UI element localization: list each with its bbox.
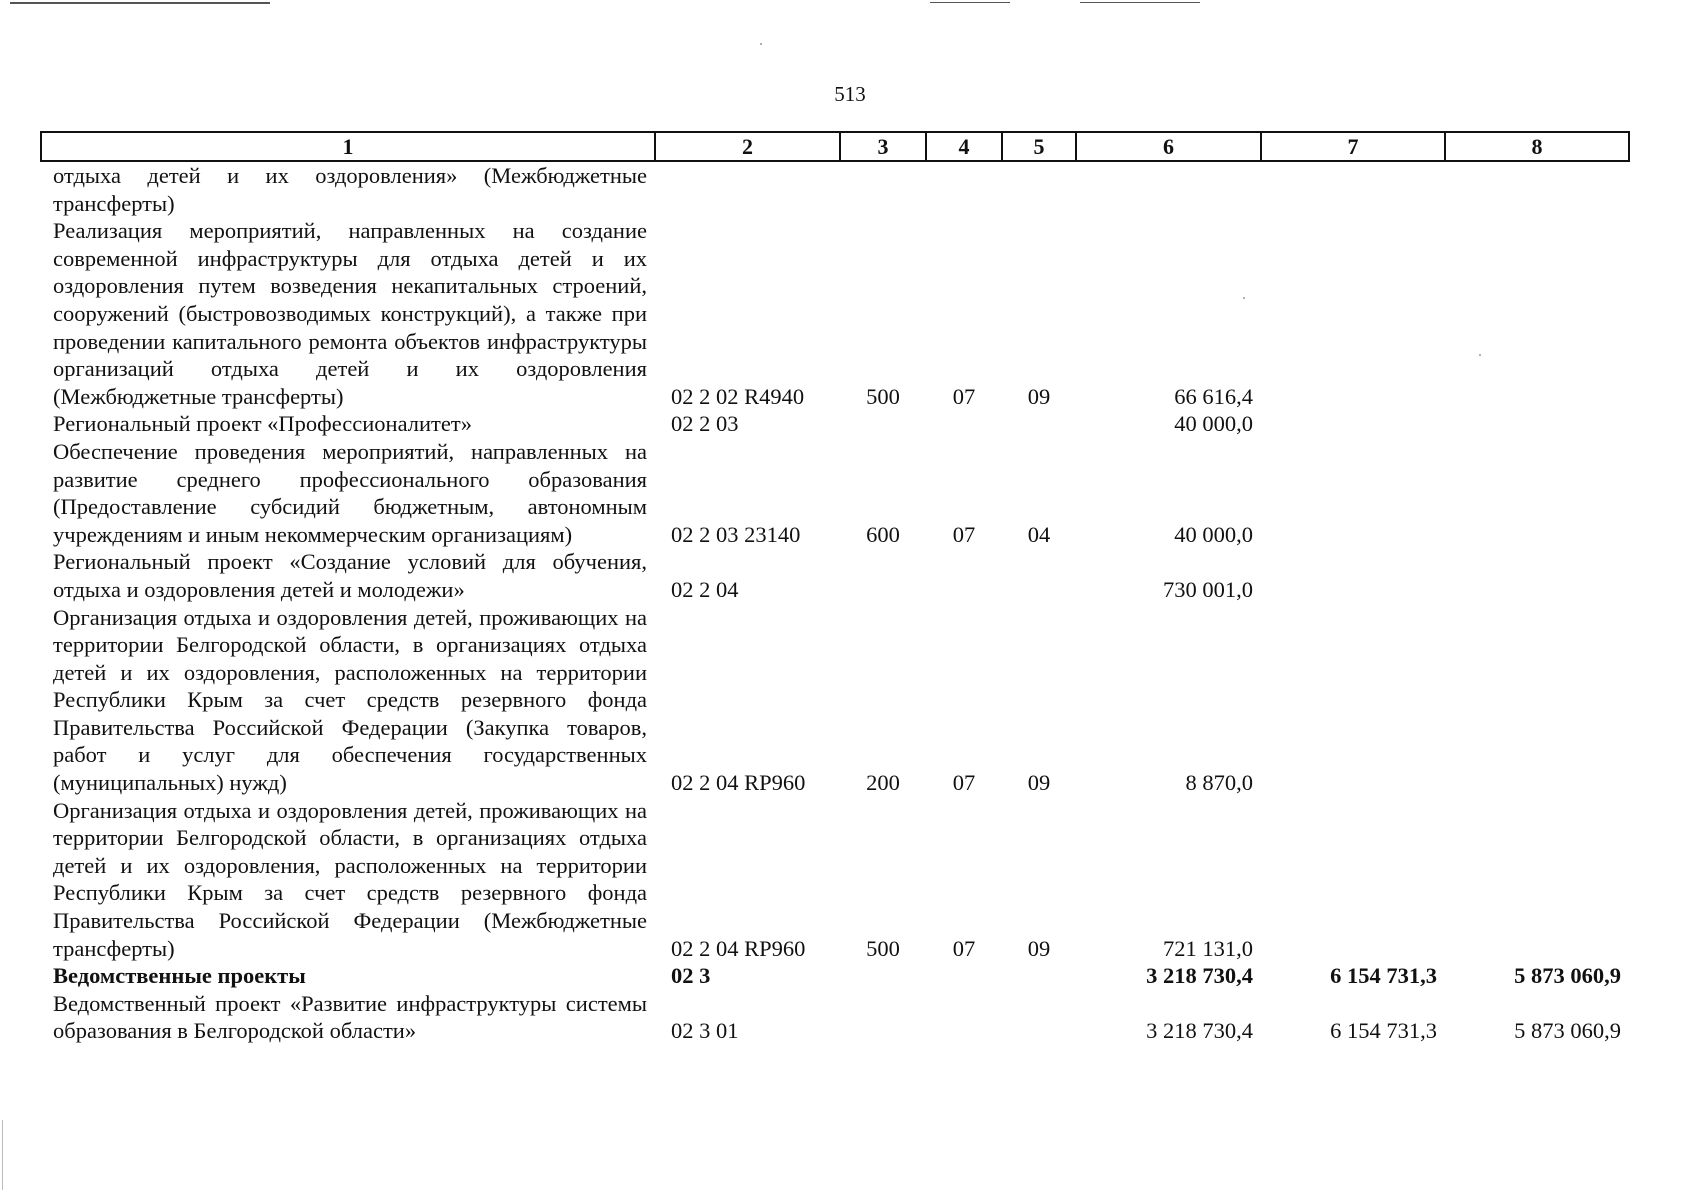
row-col8-amount	[1445, 604, 1629, 797]
row-name-cell: Организация отдыха и оздоровления детей, проживающих на территории Белгородской области, в организациях отдыха детей и их оздоровления, расположенных на территории Республики Крым за счет средств резервного фонда Правительства Российской Федерации (Закупка товаров, работ и услуг для обеспечения государственных (муниципальных) нужд)	[53, 604, 647, 796]
row-col6-amount: 40 000,0	[1174, 521, 1253, 547]
scan-edge-line	[930, 2, 1010, 3]
row-code-cell: 02 2 02 R4940	[671, 383, 805, 409]
row-name-cell: отдыха детей и их оздоровления» (Межбюджетные трансферты)	[53, 163, 647, 216]
table-row	[41, 604, 1629, 797]
row-col3-cell	[840, 410, 926, 438]
column-header: 6	[1076, 132, 1261, 161]
row-col5-cell	[1002, 962, 1076, 990]
row-code-cell: 02 2 04 RP960	[671, 770, 806, 796]
row-name-cell: Ведомственные проекты	[53, 963, 306, 989]
table-row	[41, 990, 1629, 1045]
budget-table	[40, 131, 1630, 1045]
row-col5-cell	[1002, 548, 1076, 603]
margin-mark	[2, 1120, 3, 1190]
row-col3-cell: 500	[866, 935, 900, 961]
row-col5-cell	[1002, 410, 1076, 438]
scan-speck	[1243, 297, 1245, 299]
column-header: 7	[1261, 132, 1445, 161]
row-col3-cell: 600	[866, 521, 900, 547]
row-col4-cell: 07	[952, 935, 976, 961]
table-row	[41, 548, 1629, 603]
row-code-cell: 02 2 03 23140	[671, 521, 801, 547]
column-header: 4	[926, 132, 1002, 161]
row-col8-amount	[1445, 438, 1629, 548]
row-col7-amount	[1261, 217, 1445, 410]
row-name-cell: Реализация мероприятий, направленных на создание современной инфраструктуры для отдыха детей и их оздоровления путем возведения некапитальных строений, сооружений (быстровозводимых конструкций), а также при проведении капитального ремонта объектов инфраструктуры организаций отдыха детей и их оздоровления (Межбюджетные трансферты)	[53, 218, 647, 409]
row-col8-amount	[1445, 548, 1629, 603]
table-row	[41, 161, 1629, 217]
table-row	[41, 217, 1629, 410]
row-col4-cell: 07	[952, 383, 976, 409]
row-code-cell: 02 2 04 RP960	[671, 935, 806, 961]
row-code-cell: 02 2 03	[671, 411, 739, 437]
row-col4-cell	[926, 161, 1002, 217]
row-col4-cell: 07	[952, 521, 976, 547]
row-code-cell	[655, 161, 840, 217]
column-header: 2	[655, 132, 840, 161]
row-col6-amount: 40 000,0	[1174, 411, 1253, 437]
row-col8-amount	[1445, 410, 1629, 438]
table-row	[41, 438, 1629, 548]
row-name-cell: Ведомственный проект «Развитие инфраструктуры системы образования в Белгородской области»	[53, 990, 647, 1044]
table-header-row	[41, 132, 1629, 161]
row-col5-cell	[1002, 161, 1076, 217]
scan-speck	[1479, 354, 1481, 356]
column-header: 1	[41, 132, 655, 161]
row-code-cell: 02 3	[671, 963, 711, 989]
row-col4-cell	[926, 410, 1002, 438]
row-col6-amount: 3 218 730,4	[1146, 1018, 1253, 1044]
scan-edge-line	[10, 2, 270, 4]
row-col5-cell	[1002, 990, 1076, 1045]
row-col8-amount	[1445, 217, 1629, 410]
row-col3-cell	[840, 962, 926, 990]
row-col4-cell	[926, 990, 1002, 1045]
row-col6-amount: 66 616,4	[1174, 383, 1253, 409]
row-col4-cell: 07	[952, 770, 976, 796]
row-col6-amount: 3 218 730,4	[1146, 963, 1253, 989]
row-col5-cell: 09	[1027, 383, 1051, 409]
row-col7-amount: 6 154 731,3	[1330, 1018, 1437, 1044]
column-header: 5	[1002, 132, 1076, 161]
column-header: 8	[1445, 132, 1629, 161]
row-col8-amount: 5 873 060,9	[1514, 963, 1621, 989]
column-header: 3	[840, 132, 926, 161]
row-col4-cell	[926, 962, 1002, 990]
page-number: 513	[834, 82, 866, 106]
row-code-cell: 02 2 04	[671, 576, 739, 602]
row-col6-amount: 8 870,0	[1185, 770, 1253, 796]
row-col6-amount: 721 131,0	[1163, 935, 1253, 961]
row-col7-amount	[1261, 797, 1445, 963]
row-name-cell: Обеспечение проведения мероприятий, направленных на развитие среднего профессионального образования (Предоставление субсидий бюджетным, автономным учреждениям и иным некоммерческим организациям)	[53, 438, 647, 547]
row-col7-amount	[1261, 410, 1445, 438]
row-col8-amount	[1445, 161, 1629, 217]
row-col7-amount	[1261, 161, 1445, 217]
row-col3-cell	[840, 161, 926, 217]
row-col3-cell	[840, 548, 926, 603]
table-row	[41, 797, 1629, 963]
row-code-cell: 02 3 01	[671, 1018, 739, 1044]
row-col8-amount: 5 873 060,9	[1514, 1018, 1621, 1044]
row-col5-cell: 04	[1027, 521, 1051, 547]
row-col5-cell: 09	[1027, 935, 1051, 961]
row-col6-amount	[1076, 161, 1261, 217]
row-col7-amount	[1261, 438, 1445, 548]
table-row	[41, 962, 1629, 990]
row-col5-cell: 09	[1027, 770, 1051, 796]
row-col4-cell	[926, 548, 1002, 603]
row-name-cell: Региональный проект «Профессионалитет»	[53, 411, 472, 437]
row-name-cell: Региональный проект «Создание условий для обучения, отдыха и оздоровления детей и молодежи»	[53, 549, 647, 602]
row-col3-cell	[840, 990, 926, 1045]
row-col7-amount: 6 154 731,3	[1330, 963, 1437, 989]
row-name-cell: Организация отдыха и оздоровления детей, проживающих на территории Белгородской области, в организациях отдыха детей и их оздоровления, расположенных на территории Республики Крым за счет средств резервного фонда Правительства Российской Федерации (Межбюджетные трансферты)	[53, 797, 647, 961]
row-col7-amount	[1261, 604, 1445, 797]
row-col6-amount: 730 001,0	[1163, 576, 1253, 602]
row-col8-amount	[1445, 797, 1629, 963]
row-col3-cell: 500	[866, 383, 900, 409]
scan-edge-line	[1080, 2, 1200, 3]
table-row	[41, 410, 1629, 438]
scan-speck	[760, 43, 762, 45]
row-col7-amount	[1261, 548, 1445, 603]
row-col3-cell: 200	[866, 770, 900, 796]
